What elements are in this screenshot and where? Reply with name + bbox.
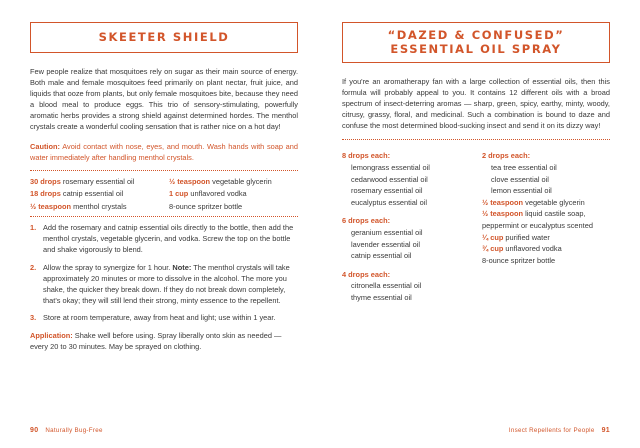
instruction-step	[30, 222, 298, 256]
instruction-steps	[30, 222, 298, 324]
oil-item: geranium essential oil	[351, 228, 423, 238]
oil-group-heading: 2 drops each:	[482, 151, 531, 161]
oil-group-heading: 4 drops each:	[342, 269, 391, 279]
ingredient-item	[169, 176, 298, 187]
caution-label: Caution:	[30, 141, 60, 151]
ingredient-qty: 30 drops	[30, 176, 61, 186]
ingredients-column-2	[169, 176, 298, 213]
oil-measured-item	[482, 232, 610, 244]
oil-measured-item	[482, 197, 610, 209]
ingredient-item	[30, 176, 159, 187]
oil-qty: ¾ cup	[482, 244, 504, 254]
intro-paragraph-right: If you're an aromatherapy fan with a large collection of essential oils, then this formula will probably appeal to you. It contains 12 different oils with a broad spectrum of insect-deterring aromas — sharp, green, spicy, earthy, minty, woody, citrusy, grassy, floral, and medicinal. Such a combination is bound to daze and confuse the most determined blood-sucking insect and send it on its dizzy way!	[342, 77, 610, 131]
step-text: Allow the spray to synergize for 1 hour. Note: The menthol crystals will take approximately 20 minutes or more to dissolve in the alcohol. The more you shake, the quicker they break down. If they do not break down completely, that's okay; they will still lend their strong, minty essence to the repellent.	[43, 262, 290, 306]
step-text: Store at room temperature, away from heat and light; use within 1 year.	[43, 313, 276, 323]
ingredient-item	[169, 188, 298, 199]
oil-item: tea tree essential oil	[491, 163, 557, 173]
ingredient-name: 8-ounce spritzer bottle	[169, 201, 243, 211]
oil-item: lavender essential oil	[351, 239, 421, 249]
oil-item: clove essential oil	[491, 174, 549, 184]
ingredient-name: menthol crystals	[73, 201, 127, 211]
recipe-title-left: SKEETER SHIELD	[98, 30, 230, 44]
ingredient-name: rosemary essential oil	[62, 176, 135, 186]
oil-column-1	[342, 150, 470, 303]
recipe-title-box-right	[342, 22, 610, 63]
ingredient-item	[169, 201, 298, 212]
application-text: Shake well before using. Spray liberally onto skin as needed — every 20 to 30 minutes. May be sprayed on clothing.	[30, 330, 282, 351]
page-right	[320, 0, 640, 448]
oil-measured-item	[482, 208, 610, 231]
page-number-left: 90	[30, 427, 39, 434]
oil-qty: ¼ cup	[482, 232, 504, 242]
intro-paragraph-left: Few people realize that mosquitoes rely on sugar as their main source of energy. Both male and female mosquitoes feed primarily on plant nectar, fruit juice, and liquids that ooze from plants, but only female mosquitoes bite, because they need a blood meal to produce eggs. This trio of sensory-stimulating, powerfully aromatic herbs provides a strong shield against determined hordes. The menthol crystals create a wonderful cooling sensation that is rather nice on a hot day!	[30, 67, 298, 132]
oil-measured-item	[482, 255, 610, 267]
oil-item: lemon essential oil	[491, 186, 552, 196]
footer-chapter-left: Naturally Bug-Free	[45, 427, 103, 434]
oil-name: liquid castile soap, peppermint or eucalyptus scented	[482, 209, 593, 231]
page-number-right: 91	[601, 427, 610, 434]
oil-measured-item	[482, 243, 610, 255]
oil-column-2	[482, 150, 610, 303]
oil-item: thyme essential oil	[351, 293, 412, 302]
ingredient-item	[30, 188, 159, 199]
instruction-step	[30, 312, 298, 323]
oil-name: purified water	[505, 232, 550, 242]
oil-name: vegetable glycerin	[525, 197, 585, 207]
ingredient-name: vegetable glycerin	[212, 176, 272, 186]
step-note-label: Note:	[172, 262, 192, 272]
step-text: Add the rosemary and catnip essential oils directly to the bottle, then add the menthol crystals, vegetable glycerin, and vodka. Screw the top on the bottle and shake vigorously to blend.	[43, 222, 294, 255]
caution-text: Avoid contact with nose, eyes, and mouth. Wash hands with soap and water immediately after handling menthol crystals.	[30, 141, 298, 162]
recipe-title-right-line2: ESSENTIAL OIL SPRAY	[390, 42, 562, 56]
oil-item: catnip essential oil	[351, 251, 412, 261]
caution-note	[30, 141, 298, 163]
divider-top-right	[342, 139, 610, 140]
ingredient-name: catnip essential oil	[62, 189, 124, 199]
ingredient-qty: 1 cup	[169, 189, 189, 199]
oil-group-heading: 6 drops each:	[342, 216, 391, 226]
footer-chapter-right: Insect Repellents for People	[508, 427, 595, 434]
instruction-step	[30, 262, 298, 307]
ingredient-item	[30, 201, 159, 212]
step-number: 1.	[30, 222, 37, 232]
application-label: Application:	[30, 330, 73, 340]
divider-bottom-left	[30, 216, 298, 217]
recipe-title-right-line1: “DAZED & CONFUSED”	[387, 28, 565, 42]
oil-qty: ½ teaspoon	[482, 197, 524, 207]
oil-item: cedarwood essential oil	[351, 174, 428, 184]
oil-ingredients-list	[342, 150, 610, 303]
ingredient-qty: ½ teaspoon	[169, 176, 211, 186]
oil-qty: ½ teaspoon	[482, 209, 524, 219]
ingredients-column-1	[30, 176, 159, 213]
step-number: 3.	[30, 313, 37, 323]
ingredient-qty: ½ teaspoon	[30, 201, 72, 211]
footer-right	[509, 427, 610, 434]
footer-left	[30, 427, 103, 434]
divider-top-left	[30, 170, 298, 171]
oil-name: 8-ounce spritzer bottle	[482, 255, 556, 265]
ingredients-list-left	[30, 176, 298, 213]
application-note	[30, 330, 298, 352]
ingredient-name: unflavored vodka	[190, 189, 247, 199]
oil-name: unflavored vodka	[505, 244, 562, 254]
step-number: 2.	[30, 262, 37, 272]
oil-group-heading: 8 drops each:	[342, 151, 391, 161]
oil-item: citronella essential oil	[351, 281, 422, 291]
oil-item: lemongrass essential oil	[351, 163, 430, 173]
recipe-title-box-left	[30, 22, 298, 53]
oil-item: eucalyptus essential oil	[351, 197, 428, 207]
ingredient-qty: 18 drops	[30, 189, 61, 199]
oil-item: rosemary essential oil	[351, 186, 423, 196]
